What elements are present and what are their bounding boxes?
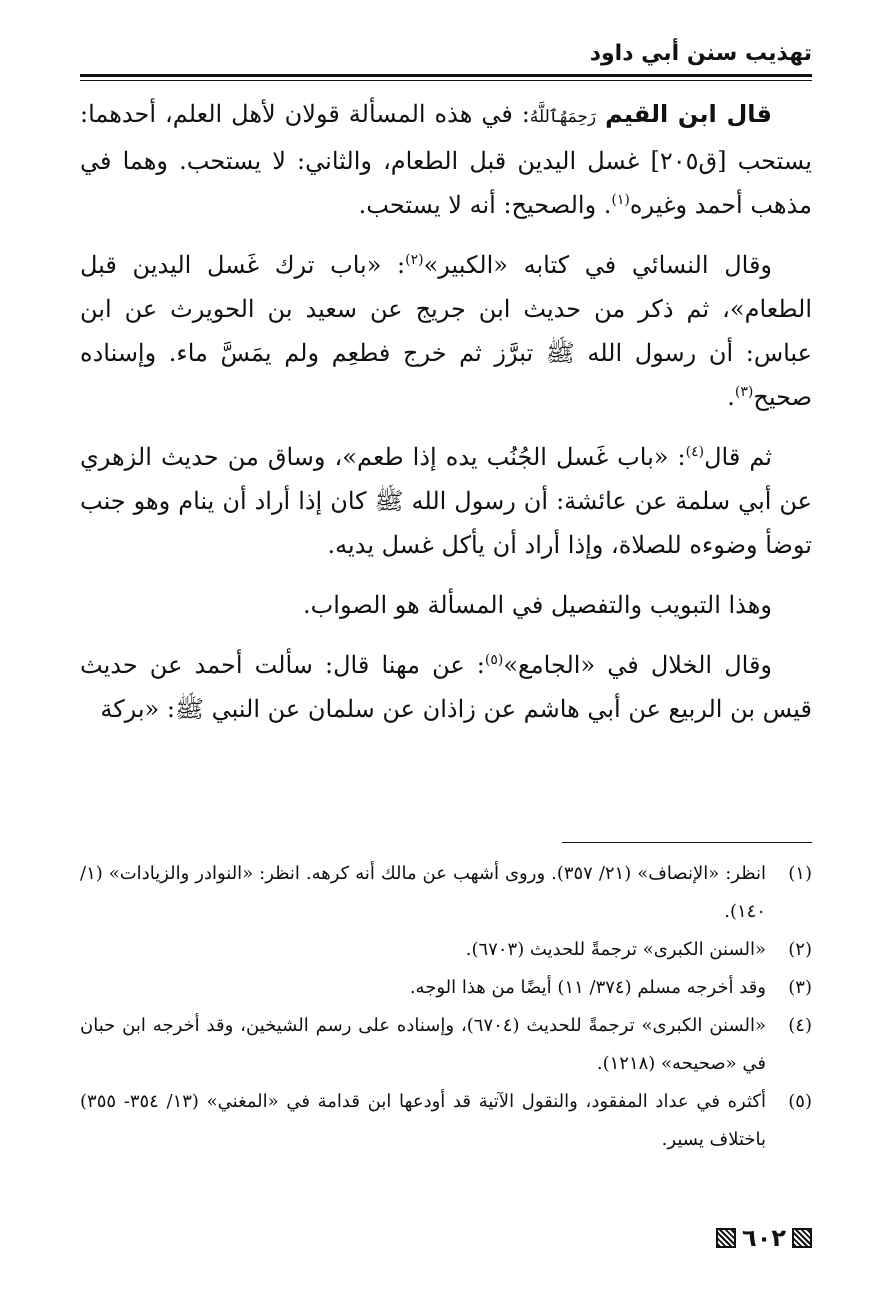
page-number: ٦٠٢ — [742, 1224, 786, 1252]
footnote-3 — [80, 969, 812, 1007]
footnote-1 — [80, 855, 812, 931]
ornament-icon — [792, 1228, 812, 1248]
paragraph-5-text-b: : عن مهنا قال: سألت أحمد عن حديث قيس بن الربيع عن أبي هاشم عن زاذان عن سلمان عن النبي ﷺ: «بركة — [80, 651, 812, 723]
ornament-icon — [716, 1228, 736, 1248]
footnote-text: انظر: «الإنصاف» (٢١/ ٣٥٧). وروى أشهب عن مالك أنه كرهه. انظر: «النوادر والزيادات» (١/ ١٤٠). — [80, 863, 766, 922]
footnote-4 — [80, 1007, 812, 1083]
paragraph-1 — [80, 92, 812, 227]
footnote-ref-5: (٥) — [484, 652, 504, 668]
header-rule-thick — [80, 74, 812, 77]
footnote-text: «السنن الكبرى» ترجمةً للحديث (٦٧٠٤)، وإسناده على رسم الشيخين، وقد أخرجه ابن حبان في «صحيحه» (١٢١٨). — [80, 1015, 767, 1074]
footnote-number: (٣) — [788, 977, 812, 998]
footnote-number: (٢) — [788, 939, 812, 960]
paragraph-2-text-b: : «باب ترك غَسل اليدين قبل الطعام»، ثم ذكر من حديث ابن جريج عن سعيد بن الحويرث عن ابن عباس: أن رسول الله ﷺ تبرَّز ثم خرج فطعِم ولم يمَسَّ ماء. وإسناده صحيح — [80, 251, 812, 411]
page-number-block — [716, 1224, 812, 1252]
footnote-5 — [80, 1083, 812, 1159]
footnote-text: وقد أخرجه مسلم (٣٧٤/ ١١) أيضًا من هذا الوجه. — [409, 977, 766, 998]
footnote-ref-2: (٢) — [405, 252, 424, 268]
footnote-ref-4: (٤) — [685, 444, 705, 460]
footnote-number: (٤) — [788, 1015, 812, 1036]
paragraph-2-text-a: وقال النسائي في كتابه «الكبير» — [423, 251, 773, 279]
footnote-ref-3: (٣) — [734, 384, 754, 400]
footnote-text: «السنن الكبرى» ترجمةً للحديث (٦٧٠٣). — [465, 939, 766, 960]
paragraph-4-text: وهذا التبويب والتفصيل في المسألة هو الصواب. — [303, 591, 772, 619]
honorific-phrase: رَحِمَهُٱللَّهُ — [529, 107, 597, 127]
paragraph-5 — [80, 643, 812, 731]
footnote-number: (١) — [788, 863, 812, 884]
paragraph-2 — [80, 243, 812, 419]
paragraph-1-text-a: : في هذه المسألة قولان لأهل العلم، أحدهما: يستحب [ق٢٠٥] غسل اليدين قبل الطعام، والثاني: لا يستحب. وهما في مذهب أحمد وغيره — [80, 100, 812, 219]
paragraph-4 — [80, 583, 812, 627]
footnotes — [80, 855, 812, 1159]
header-rule-thin — [80, 80, 812, 81]
running-header-title: تهذيب سنن أبي داود — [589, 41, 812, 66]
speaker-name: قال ابن القيم — [605, 100, 772, 128]
footnote-number: (٥) — [788, 1091, 812, 1112]
paragraph-2-text-c: . — [727, 383, 735, 411]
paragraph-3-text-a: ثم قال — [704, 443, 772, 471]
footnote-separator — [562, 842, 812, 843]
main-text — [80, 92, 812, 731]
paragraph-3-text-b: : «باب غَسل الجُنُب يده إذا طعم»، وساق من حديث الزهري عن أبي سلمة عن عائشة: أن رسول الله ﷺ كان إذا أراد أن ينام وهو جنب توضأ وضوءه للصلاة، وإذا أراد أن يأكل غسل يديه. — [80, 443, 812, 559]
paragraph-3 — [80, 435, 812, 567]
paragraph-5-text-a: وقال الخلال في «الجامع» — [503, 651, 773, 679]
footnote-text: أكثره في عداد المفقود، والنقول الآتية قد أودعها ابن قدامة في «المغني» (١٣/ ٣٥٤- ٣٥٥) باختلاف يسير. — [80, 1091, 766, 1150]
footnote-2 — [80, 931, 812, 969]
footnote-ref-1: (١) — [611, 192, 630, 208]
paragraph-1-text-b: . والصحيح: أنه لا يستحب. — [358, 191, 612, 219]
